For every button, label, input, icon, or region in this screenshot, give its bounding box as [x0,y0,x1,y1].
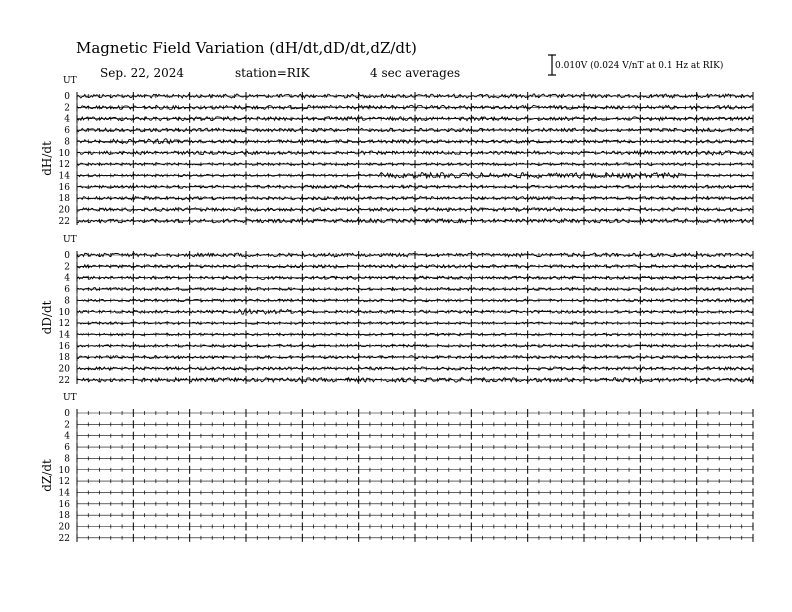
hour-label: 22 [58,533,70,544]
averaging-label: 4 sec averages [370,66,461,80]
hour-label: 2 [64,420,70,431]
ut-axis-label: UT [63,235,77,245]
hour-label: 6 [64,126,70,137]
date-label: Sep. 22, 2024 [100,66,185,80]
hour-label: 18 [58,194,70,205]
hour-label: 0 [64,409,70,419]
hour-label: 22 [58,375,70,386]
panel-1 [40,76,753,227]
hour-label: 4 [64,114,70,125]
hour-label: 20 [58,522,70,533]
hour-label: 10 [58,465,70,476]
hour-label: 0 [64,251,70,261]
panel-ylabel: dD/dt [40,300,54,335]
hour-label: 18 [58,511,70,522]
hour-label: 12 [58,160,70,171]
ut-axis-label: UT [63,393,77,403]
hour-label: 4 [64,273,70,284]
hour-label: 6 [64,285,70,296]
hour-label: 16 [58,341,70,352]
hour-label: 2 [64,262,70,273]
chart-title: Magnetic Field Variation (dH/dt,dD/dt,dZ/dt) [76,39,417,57]
hour-label: 16 [58,182,70,193]
hour-label: 8 [64,296,70,307]
hour-label: 12 [58,319,70,330]
hour-label: 10 [58,148,70,159]
hour-label: 16 [58,499,70,510]
hour-label: 14 [58,330,70,341]
hour-label: 8 [64,137,70,148]
panel-ylabel: dH/dt [40,141,54,176]
ut-axis-label: UT [63,76,77,86]
hour-label: 2 [64,103,70,114]
hour-label: 18 [58,353,70,364]
hour-label: 8 [64,454,70,465]
station-label: station=RIK [235,66,310,80]
scale-bar-label: 0.010V (0.024 V/nT at 0.1 Hz at RIK) [555,61,724,71]
hour-label: 0 [64,92,70,102]
hour-label: 20 [58,364,70,375]
panel-ylabel: dZ/dt [40,459,54,492]
hour-label: 12 [58,477,70,488]
hour-label: 4 [64,431,70,442]
panel-2 [40,235,753,386]
hour-label: 14 [58,488,70,499]
hour-label: 20 [58,205,70,216]
hour-label: 22 [58,216,70,227]
hour-label: 14 [58,171,70,182]
hour-label: 6 [64,443,70,454]
hour-label: 10 [58,307,70,318]
panel-3 [40,393,753,544]
